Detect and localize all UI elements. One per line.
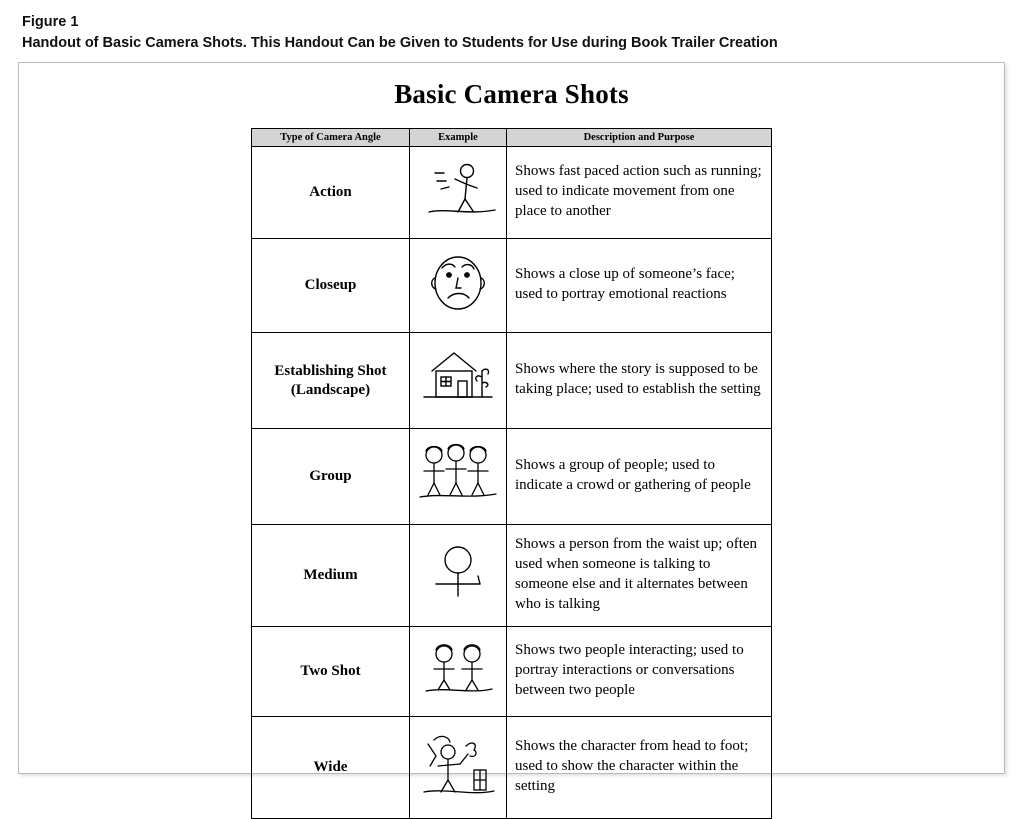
figure-label: Figure 1 [22,14,79,30]
group-of-people-icon [412,439,504,509]
row-example-wide [410,717,507,819]
row-example-closeup [410,239,507,333]
row-type-establishing [252,333,410,429]
house-landscape-icon [414,341,502,415]
table-row [252,333,772,429]
row-description-medium: Shows a person from the waist up; often used when someone is talking to someone else and it alternates between who is talking [507,525,772,627]
camera-shots-table [251,128,772,819]
row-type-group: Group [252,429,410,525]
column-header-type: Type of Camera Angle [252,129,410,147]
row-example-establishing [410,333,507,429]
table-header-row [252,129,772,147]
row-type-wide: Wide [252,717,410,819]
row-example-medium [410,525,507,627]
row-description-closeup: Shows a close up of someone’s face; used to portray emotional reactions [507,239,772,333]
row-description-establishing: Shows where the story is supposed to be taking place; used to establish the setting [507,333,772,429]
row-type-action: Action [252,147,410,239]
row-description-action: Shows fast paced action such as running; used to indicate movement from one place to another [507,147,772,239]
row-type-closeup: Closeup [252,239,410,333]
row-type-medium: Medium [252,525,410,627]
table-row [252,717,772,819]
row-example-two-shot [410,627,507,717]
wide-shot-scene-icon [414,726,502,804]
table-row [252,147,772,239]
figure-caption [22,12,1005,54]
figure-frame [18,62,1005,794]
row-description-wide: Shows the character from head to foot; used to show the character within the setting [507,717,772,819]
figure-title: Basic Camera Shots [394,79,629,110]
row-description-two-shot: Shows two people interacting; used to portray interactions or conversations between two people [507,627,772,717]
table-row [252,239,772,333]
table-row [252,627,772,717]
person-waist-up-icon [416,540,500,606]
row-description-group: Shows a group of people; used to indicate a crowd or gathering of people [507,429,772,525]
table-row [252,429,772,525]
face-closeup-icon [418,248,498,318]
stick-figure-running-icon [415,157,501,223]
row-type-two-shot: Two Shot [252,627,410,717]
column-header-description: Description and Purpose [507,129,772,147]
two-people-icon [416,638,500,700]
row-example-group [410,429,507,525]
row-example-action [410,147,507,239]
table-row [252,525,772,627]
column-header-example: Example [410,129,507,147]
figure-caption-text: Handout of Basic Camera Shots. This Handout Can be Given to Students for Use during Book Trailer Creation [22,35,778,52]
row-type-establishing-line1: Establishing Shot [274,362,387,379]
row-type-establishing-line2: (Landscape) [290,381,371,398]
